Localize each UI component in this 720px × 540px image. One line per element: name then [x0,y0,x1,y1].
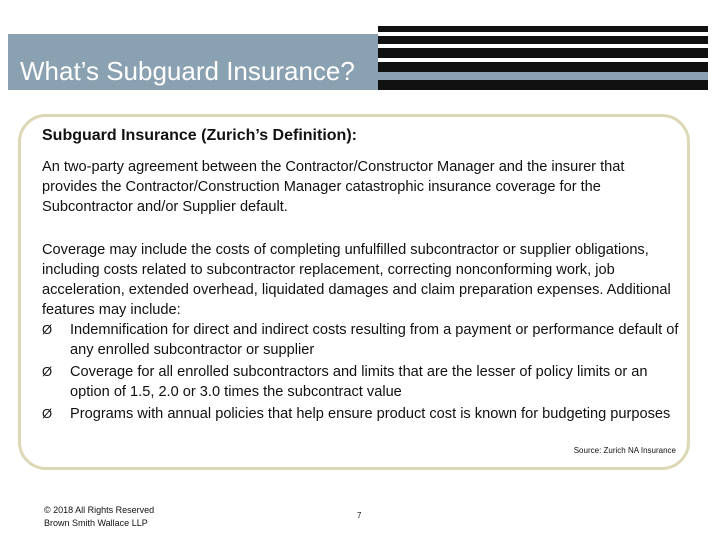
list-item [42,320,682,360]
decorative-stripes [378,26,708,90]
definition-heading: Subguard Insurance (Zurich’s Definition): [42,127,357,144]
footer-copyright [44,504,154,530]
arrow-bullet-icon: Ø [42,406,53,421]
copyright-text: © 2018 All Rights Reserved [44,505,155,515]
coverage-paragraph: Coverage may include the costs of completing unfulfilled subcontractor or supplier obligations, including costs related to subcontractor replacement, correcting nonconforming work, job acceleration, extended overhead, liquidated damages and claim preparation expenses. Additional features may include: [42,242,671,318]
arrow-bullet-icon: Ø [42,322,53,337]
page-number: 7 [357,511,362,520]
features-list [42,320,682,426]
company-name: Brown Smith Wallace LLP [44,518,148,528]
list-item [42,362,682,402]
slide-title: What’s Subguard Insurance? [20,56,355,86]
bullet-text: Programs with annual policies that help ensure product cost is known for budgeting purposes [70,406,671,422]
bullet-text: Coverage for all enrolled subcontractors and limits that are the lesser of policy limits or an option of 1.5, 2.0 or 3.0 times the subcontract value [70,364,648,400]
list-item [42,404,682,424]
source-note: Source: Zurich NA Insurance [573,446,676,455]
arrow-bullet-icon: Ø [42,364,53,379]
definition-paragraph: An two-party agreement between the Contractor/Constructor Manager and the insurer that provides the Contractor/Construction Manager catastrophic insurance coverage for the Subcontractor and/or Supplier default. [42,159,625,215]
bullet-text: Indemnification for direct and indirect costs resulting from a payment or performance default of any enrolled subcontractor or supplier [70,322,679,358]
